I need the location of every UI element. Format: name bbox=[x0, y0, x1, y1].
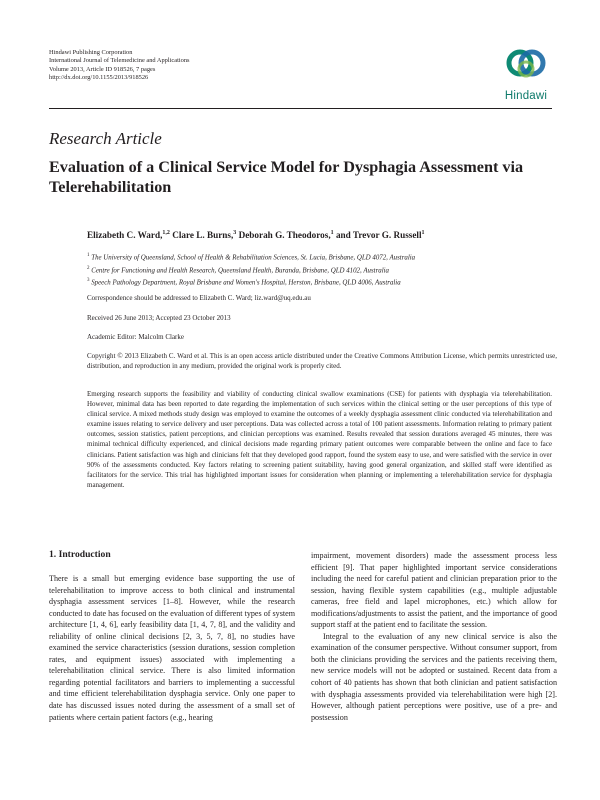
author-name: Deborah G. Theodoros, bbox=[238, 230, 331, 241]
affiliation-text: The University of Queensland, School of Health & Rehabilitation Sciences, St. Lucia, Brisbane, QLD 4072, Australia bbox=[91, 254, 416, 262]
affiliation-text: Centre for Functioning and Health Research, Queensland Health, Buranda, Brisbane, QLD 4102, Australia bbox=[91, 266, 389, 274]
journal-name: International Journal of Telemedicine and Applications bbox=[49, 57, 190, 65]
affiliation-item bbox=[87, 251, 557, 264]
author-affil-ref: 1 bbox=[330, 230, 334, 236]
received-accepted-dates: Received 26 June 2013; Accepted 23 October 2013 bbox=[87, 314, 231, 322]
publication-info bbox=[49, 49, 190, 83]
affiliation-text: Speech Pathology Department, Royal Brisbane and Women's Hospital, Herston, Brisbane, QLD 4006, Australia bbox=[91, 279, 401, 287]
affiliation-item bbox=[87, 276, 557, 289]
author-affil-ref: 1,2 bbox=[162, 230, 170, 236]
author-name: and Trevor G. Russell bbox=[335, 230, 422, 241]
affiliation-number: 3 bbox=[87, 278, 90, 283]
affiliation-number: 1 bbox=[87, 253, 90, 258]
volume-info: Volume 2013, Article ID 918526, 7 pages bbox=[49, 65, 156, 73]
author-affil-ref: 3 bbox=[233, 230, 237, 236]
author-name: Elizabeth C. Ward, bbox=[87, 230, 163, 241]
academic-editor: Academic Editor: Malcolm Clarke bbox=[87, 333, 184, 341]
publisher-name: Hindawi Publishing Corporation bbox=[49, 49, 133, 56]
hindawi-logo-text: Hindawi bbox=[504, 90, 548, 102]
doi-link[interactable]: http://dx.doi.org/10.1155/2013/918526 bbox=[49, 74, 149, 82]
body-paragraph: There is a small but emerging evidence base supporting the use of telerehabilitation to improve access to both clinical and instrumental dysphagia assessment services [1–8]. However, while the research conducted to date has focused on the evaluation of different types of system architecture [1, 4, 6], early feasibility data [1, 4, 7, 8], and the validity and reliability of online clinical decisions [2, 3, 5, 7, 8], no studies have examined the service characteristics (session durations, session completion rates, and equipment issues) associated with implementing a telerehabilitation clinical service. There is also limited information regarding potential facilitators and barriers to implementing a successful and time efficient telerehabilitation dysphagia service. Only one paper to date has discussed issues noted during the assessment of a small set of patients where certain patient factors (e.g., hearing bbox=[49, 574, 295, 722]
body-paragraph: Integral to the evaluation of any new clinical service is also the examination of the consumer perspective. Without consumer support, from both the clinicians providing the services and the patients receiving them, new service models will not be adopted or sustained. Recent data from a cohort of 40 patients has shown that both clinician and patient satisfaction with dysphagia assessments provided via telerehabilitation were high [2]. However, although patient perceptions were positive, use of a pre- and postsession bbox=[311, 631, 557, 722]
copyright-notice: Copyright © 2013 Elizabeth C. Ward et al. This is an open access article distributed under the Creative Commons Attribution License, which permits unrestricted use, distribution, and reproduction in any medium, provided the original work is properly cited. bbox=[87, 352, 557, 370]
author-list bbox=[87, 230, 567, 240]
body-column-left bbox=[49, 573, 295, 723]
affiliation-item bbox=[87, 264, 557, 277]
article-title: Evaluation of a Clinical Service Model for Dysphagia Assessment via Telerehabilitation bbox=[49, 158, 524, 196]
correspondence: Correspondence should be addressed to Elizabeth C. Ward; liz.ward@uq.edu.au bbox=[87, 294, 311, 302]
affiliation-list bbox=[87, 251, 557, 289]
author-affil-ref: 1 bbox=[421, 230, 425, 236]
abstract: Emerging research supports the feasibility and viability of conducting clinical swallow examinations (CSE) for patients with dysphagia via telerehabilitation. However, minimal data has been reported to date regarding the implementation of such services within the clinical setting or the user perceptions of this type of clinical service. A mixed methods study design was employed to examine the outcomes of a weekly dysphagia assessment clinic conducted via telerehabilitation and examine issues relating to service delivery and user perceptions. Data was collected across a total of 100 patient assessments. Information relating to primary patient outcomes, session statistics, patient perceptions, and clinician perceptions was examined. Results revealed that session durations averaged 45 minutes, there was minimal technical difficulty experienced, and clinical decisions made regarding primary patient outcomes were comparable between the online and face to face clinicians. Patient satisfaction was high and clinicians felt that they developed good rapport, found the system easy to use, and were satisfied with the service in over 90% of the assessments conducted. Key factors relating to screening patient suitability, having good general organization, and skilled staff were identified as facilitators for the service. This trial has highlighted important issues for consideration when planning or implementing a telerehabilitation service for dysphagia management. bbox=[87, 390, 552, 489]
body-paragraph: impairment, movement disorders) made the assessment process less efficient [9]. That paper highlighted important service considerations including the need for careful patient and clinician preparation prior to the session, having flexible system capabilities (e.g., multiple adjustable cameras, free field and lapel microphones, etc.) which allow for modifications/adjustments to assist the patient, and the importance of good support staff at the patient end to facilitate the session. bbox=[311, 551, 557, 630]
body-column-right bbox=[311, 550, 557, 723]
article-type: Research Article bbox=[49, 129, 162, 148]
header-divider bbox=[49, 108, 552, 109]
author-name: Clare L. Burns, bbox=[172, 230, 234, 241]
affiliation-number: 2 bbox=[87, 265, 90, 271]
section-heading-introduction: 1. Introduction bbox=[49, 549, 111, 560]
